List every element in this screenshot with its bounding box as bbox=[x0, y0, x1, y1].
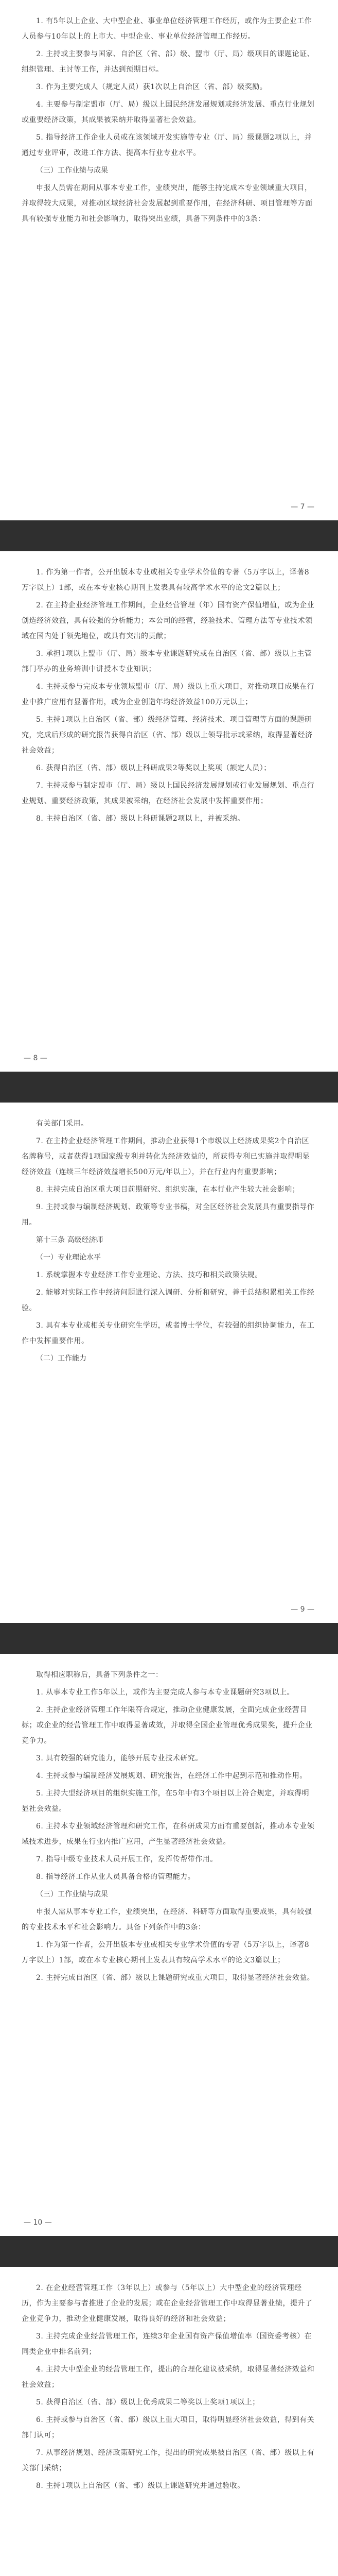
paragraph: 1. 作为第一作者，公开出版本专业或相关专业学术价值的专著（5万字以上，译著8万字以上）1部，或在本专业核心期刊上发表具有较高学术水平的论文3篇以上； bbox=[22, 1941, 310, 1964]
paragraph: 2. 能够对实际工作中经济问题进行深入调研、分析和研究，善于总结积累相关工作经验。 bbox=[22, 1289, 315, 1312]
paragraph: 4. 主持大中型企业的经营管理工作，提出的合理化建议被采纳，取得显著经济效益和社会效益； bbox=[22, 2365, 315, 2389]
paragraph: 申报人员需在期间从事本专业工作，业绩突出，能够主持完成本专业领域重大项目，并取得较大成果，对推动区域经济社会发展起到重要作用，在经济科研、项目管理等方面具有较强专业能力和社会影响力，取得突出业绩，具备下列条件中的3条： bbox=[22, 184, 313, 223]
section-heading: （三）工作业绩与成果 bbox=[36, 166, 108, 175]
paragraph: 2. 在主持企业经济管理工作期间，企业经营管理（年）国有资产保值增值，或为企业创造经济效益，具有较强的分析能力；本公司的经营，经验技术、管理方法等专业技术领域在国内处于领先地位，或具有突出的贡献； bbox=[22, 601, 315, 640]
paragraph: 3. 具有本专业或相关专业研究生学历，或者博士学位，有较强的组织协调能力，在工作中发挥重要作用。 bbox=[22, 1321, 315, 1345]
paragraph: 4. 主要参与制定盟市（厅、局）级以上国民经济发展规划或经济发展、重点行业规划或重要经济政策，其成果被采纳并取得显著社会效益。 bbox=[22, 100, 315, 124]
paragraph: 7. 主持或参与制定盟市（厅、局）级以上国民经济发展规划或行业发展规划、重点行业规划、重要经济政策，其成果被采纳，在经济社会发展中发挥重要作用； bbox=[22, 782, 315, 805]
paragraph: 6. 主持或参与自治区（省、部）级以上重大项目，取得明显经济社会效益，得到有关部门认可； bbox=[22, 2416, 315, 2439]
document-page-2 bbox=[0, 551, 338, 1072]
document-page-1 bbox=[0, 0, 338, 520]
page-number: — 10 — bbox=[24, 2218, 52, 2227]
page-number: — 8 — bbox=[24, 1054, 47, 1062]
paragraph: 5. 指导经济工作企业人员或在该领域开发实施等专业（厅、局）级课题2项以上，并通过专业评审，改进工作方法、提高本行业专业水平。 bbox=[22, 133, 312, 157]
paragraph: 2. 主持企业经济管理工作年限符合规定，推动企业健康发展，全面完成企业经营目标；或企业的经营管理工作中取得显著成效，并取得全国企业管理优秀成果奖，提升企业竞争力。 bbox=[22, 1706, 313, 1745]
page-number: — 7 — bbox=[291, 503, 314, 511]
paragraph: 5. 主持大型经济项目的组织实施工作，在5年中有3个项目以上符合规定，并取得明显社会效益。 bbox=[22, 1789, 310, 1813]
paragraph: 有关部门采用。 bbox=[36, 1120, 88, 1128]
paragraph: 4. 主持或参与完成本专业领域盟市（厅、局）级以上重大项目，对推动项目成果在行业中推广应用有显著作用，或为企业创造年均经济效益100万元以上； bbox=[22, 683, 315, 706]
paragraph: 申报人需从事本专业工作，业绩突出，在经济、科研等方面取得重要成果，具有较强的专业技术水平和社会影响力。具备下列条件中的3条： bbox=[22, 1908, 312, 1931]
section-heading: （二）工作能力 bbox=[36, 1354, 86, 1363]
paragraph: 1. 从事本专业工作5年以上，或作为主要完成人参与本专业课题研究3项以上。 bbox=[36, 1688, 295, 1697]
paragraph: 7. 指导中级专业技术人员开展工作，发挥传帮带作用。 bbox=[36, 1855, 218, 1863]
paragraph: 3. 主持完成企业经营管理工作，连续3年企业国有资产保值增值率（国资委考核）在同类企业中排名前列； bbox=[22, 2332, 312, 2356]
paragraph: 8. 指导经济工作从业人员具备合格的管理能力。 bbox=[36, 1873, 195, 1881]
section-heading: （一）专业理论水平 bbox=[36, 1253, 101, 1262]
paragraph: 7. 在主持企业经济管理工作期间，推动企业获得1个市级以上经济成果奖2个自治区名牌称号，或者获得1项国家级专利并转化为经济效益的，所获得专利已实施并取得明显经济效益（连续三年经济效益增长500万元/年以上），并在行业内有重要影响； bbox=[22, 1137, 310, 1176]
section-heading: （三）工作业绩与成果 bbox=[36, 1890, 108, 1899]
paragraph: 取得相应职称后，具备下列条件之一： bbox=[36, 1671, 163, 1679]
paragraph: 3. 具有较强的研究能力，能够开展专业技术研究。 bbox=[36, 1754, 203, 1762]
paragraph: 7. 从事经济规划、经济政策研究工作，提出的研究成果被自治区（省、部）级以上有关部门采纳； bbox=[22, 2449, 315, 2472]
paragraph: 8. 主持1项以上自治区（省、部）级以上课题研究并通过验收。 bbox=[36, 2482, 245, 2490]
paragraph: 2. 在企业经营管理工作（3年以上）或参与（5年以上）大中型企业的经济管理经历，作为主要参与者推进了企业的发展；或在企业经营管理工作中取得显著业绩，提升了企业竞争力，推动企业健康发展，取得良好的经济和社会效益； bbox=[22, 2284, 313, 2323]
paragraph: 8. 主持完成自治区重大项目前期研究、组织实施，在本行业产生较大社会影响； bbox=[36, 1185, 300, 1194]
document-page-4 bbox=[0, 1654, 338, 2236]
paragraph: 1. 作为第一作者，公开出版本专业或相关专业学术价值的专著（5万字以上，译著8万字以上）1部，或在本专业核心期刊上发表具有较高学术水平的论文2篇以上； bbox=[22, 568, 310, 592]
paragraph: 2. 主持完成自治区（省、部）级以上课题研究或重大项目，取得显著经济社会效益。 bbox=[36, 1974, 315, 1982]
paragraph: 5. 主持1项以上自治区（省、部）级经济管理、经济技术、项目管理等方面的课题研究，完成后形成的研究报告获得自治区（省、部）级以上领导批示或采纳，取得显著经济社会效益； bbox=[22, 716, 313, 755]
paragraph: 1. 有5年以上企业、大中型企业、事业单位经济管理工作经历，或作为主要企业工作人员参与10年以上的上市大、中型企业、事业单位经济管理工作经历。 bbox=[22, 17, 312, 41]
paragraph: 4. 主持或参与编制经济发展规划、研究报告，在经济工作中起到示范和推动作用。 bbox=[36, 1772, 307, 1780]
article-heading: 第十三条 高级经济师 bbox=[36, 1236, 103, 1244]
document-page-3 bbox=[0, 1103, 338, 1623]
paragraph: 2. 主持或主要参与国家、自治区（省、部）级、盟市（厅、局）级项目的课题论证、组织管理、主讨等工作，并达到预期目标。 bbox=[22, 50, 315, 74]
paragraph: 9. 主持或参与编制经济规划、政策等专业书稿，对全区经济社会发展具有重要指导作用。 bbox=[22, 1203, 315, 1227]
paragraph: 3. 承担1项以上盟市（厅、局）级本专业课题研究或在自治区（省、部）级以上主管部门举办的业务培训中讲授本专业知识； bbox=[22, 650, 312, 673]
page-number: — 9 — bbox=[291, 1605, 314, 1614]
paragraph: 5. 获得自治区（省、部）级以上优秀成果二等奖以上奖项1项以上； bbox=[36, 2398, 260, 2406]
paragraph: 6. 获得自治区（省、部）级以上科研成果2等奖以上奖项（额定人员）； bbox=[36, 764, 271, 772]
paragraph: 8. 主持自治区（省、部）级以上科研课题2项以上，并被采纳。 bbox=[36, 815, 245, 823]
paragraph: 1. 系统掌握本专业经济工作专业理论、方法、技巧和相关政策法规。 bbox=[36, 1271, 262, 1279]
paragraph: 3. 作为主要完成人（规定人员）获1次以上自治区（省、部）级奖励。 bbox=[36, 83, 268, 91]
paragraph: 6. 主持本专业领域经济管理和研究工作，在科研成果方面有重要创新，推动本专业领域技术进步，成果在行业内推广应用，产生显著经济社会效益。 bbox=[22, 1822, 315, 1846]
document-page-5 bbox=[0, 2267, 338, 2576]
